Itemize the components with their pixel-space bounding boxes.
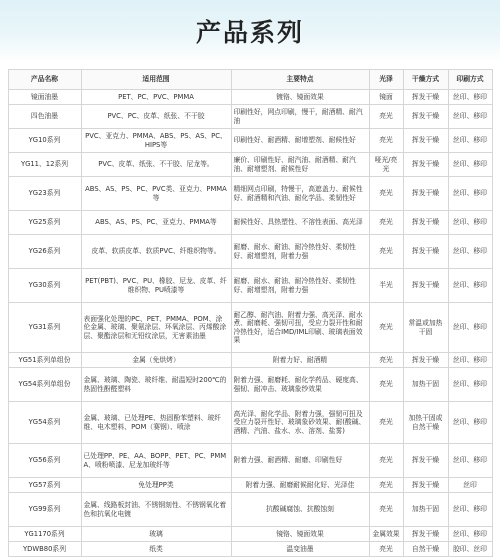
cell-gloss: 亮光	[369, 542, 403, 557]
cell-features: 耐候性好、具热塑性、不溶性表面、高光泽	[231, 211, 369, 235]
cell-drying: 常温或加热干固	[403, 303, 448, 353]
column-header: 适用范围	[81, 70, 231, 90]
cell-product-name: YG26系列	[8, 235, 81, 269]
cell-printing: 丝印、移印	[448, 177, 492, 211]
cell-printing: 丝印、移印	[448, 269, 492, 303]
cell-gloss: 亮光	[369, 129, 403, 153]
cell-printing: 丝印、移印	[448, 444, 492, 478]
cell-application: 金属、玻璃、已处理PE、热固酚苯塑料、玻纤维、电木塑料、POM（赛钢）、喷涂	[81, 402, 231, 444]
cell-application: ABS、AS、PS、PC、PVC类、亚克力、PMMA等	[81, 177, 231, 211]
table-row	[8, 444, 492, 478]
cell-drying: 挥发干燥	[403, 177, 448, 211]
table-row	[8, 478, 492, 493]
cell-application: 皮革、软质皮革、软质PVC、纤维织物等。	[81, 235, 231, 269]
table-row	[8, 493, 492, 527]
cell-application: 金属（免烘烤）	[81, 353, 231, 368]
cell-printing: 丝印、移印	[448, 527, 492, 542]
cell-features: 印刷性好，网点印刷，慢干，耐酒精、耐汽油	[231, 105, 369, 129]
cell-product-name: YG31系列	[8, 303, 81, 353]
cell-gloss: 镜面	[369, 90, 403, 105]
table-header-row	[8, 70, 492, 90]
cell-gloss: 亮光	[369, 177, 403, 211]
cell-product-name: YG10系列	[8, 129, 81, 153]
cell-drying: 挥发干燥	[403, 129, 448, 153]
table-row	[8, 235, 492, 269]
cell-product-name: YG11、12系列	[8, 153, 81, 177]
table-row	[8, 153, 492, 177]
cell-product-name: YG1170系列	[8, 527, 81, 542]
column-header: 干燥方式	[403, 70, 448, 90]
cell-features: 抗酸碱腐蚀、抗酸蚀刻	[231, 493, 369, 527]
cell-drying: 挥发干燥	[403, 90, 448, 105]
page-header	[0, 0, 500, 62]
cell-printing: 丝印、移印	[448, 129, 492, 153]
cell-gloss: 亮光	[369, 235, 403, 269]
cell-application: PET(PBT)、PVC、PU、橡胶、尼龙、皮革、纤维织物、PU喷漆等	[81, 269, 231, 303]
cell-gloss: 亮光	[369, 493, 403, 527]
table-row	[8, 90, 492, 105]
cell-features: 耐磨、耐水、耐油、耐冷热性好、柔韧性好、耐增塑剂，附着力强	[231, 269, 369, 303]
cell-printing: 丝印、移印	[448, 105, 492, 129]
cell-features: 精细网点印刷，特慢干，高遮盖力、耐候性好、耐酒精和汽油、耐化学品、柔韧性好	[231, 177, 369, 211]
cell-printing: 胶印、丝印	[448, 542, 492, 557]
cell-features: 廉价、印刷性好、耐汽油、耐酒精、耐汽油、耐增塑剂、耐候性好	[231, 153, 369, 177]
cell-drying: 挥发干燥	[403, 269, 448, 303]
table-row	[8, 368, 492, 402]
cell-gloss: 亮光	[369, 353, 403, 368]
cell-printing: 丝印、移印	[448, 90, 492, 105]
cell-drying: 自然干燥	[403, 542, 448, 557]
cell-features: 印刷性好、耐酒精、耐增塑剂、耐候性好	[231, 129, 369, 153]
cell-printing: 丝印、移印	[448, 368, 492, 402]
cell-application: PVC、皮革、纸张、不干胶、尼龙等。	[81, 153, 231, 177]
cell-printing: 丝印、移印	[448, 493, 492, 527]
cell-product-name: YG25系列	[8, 211, 81, 235]
cell-product-name: YG23系列	[8, 177, 81, 211]
table-row	[8, 402, 492, 444]
cell-gloss: 亮光	[369, 444, 403, 478]
cell-gloss: 金属效果	[369, 527, 403, 542]
cell-features: 镀铬、镜面效果	[231, 90, 369, 105]
cell-features: 附着力强、耐酒精、耐磨、印刷性好	[231, 444, 369, 478]
cell-gloss: 亮光	[369, 105, 403, 129]
cell-gloss: 哑光/亮光	[369, 153, 403, 177]
cell-printing: 丝印、移印	[448, 235, 492, 269]
cell-features: 镜铬、镜面效果	[231, 527, 369, 542]
cell-printing: 丝印、移印	[448, 303, 492, 353]
cell-application: PVC、亚克力、PMMA、ABS、PS、AS、PC、HIPS等	[81, 129, 231, 153]
cell-features: 温变油墨	[231, 542, 369, 557]
cell-application: 金属、线路板封油、不锈钢刻性、不锈钢氧化着色和抗氧化电镀	[81, 493, 231, 527]
cell-drying: 加热干固或自然干燥	[403, 402, 448, 444]
cell-product-name: YG54系列	[8, 402, 81, 444]
cell-product-name: YG54系列单组份	[8, 368, 81, 402]
table-row	[8, 353, 492, 368]
cell-application: 免处理PP类	[81, 478, 231, 493]
column-header: 印刷方式	[448, 70, 492, 90]
cell-printing: 丝印	[448, 478, 492, 493]
cell-product-name: YDWB80系列	[8, 542, 81, 557]
product-table	[8, 69, 493, 557]
table-row	[8, 527, 492, 542]
column-header: 光泽	[369, 70, 403, 90]
cell-drying: 加热干固	[403, 368, 448, 402]
cell-features: 耐磨、耐水、耐油、耐冷热性好、柔韧性好、耐增塑剂，附着力强	[231, 235, 369, 269]
table-row	[8, 211, 492, 235]
cell-drying: 挥发干燥	[403, 211, 448, 235]
cell-drying: 挥发干燥	[403, 353, 448, 368]
table-row	[8, 105, 492, 129]
table-row	[8, 303, 492, 353]
cell-application: PET、PC、PVC、PMMA	[81, 90, 231, 105]
cell-gloss: 亮光	[369, 402, 403, 444]
cell-application: 金属、玻璃、陶瓷、玻纤维、耐温短时200℃的热固性酚醛塑料	[81, 368, 231, 402]
cell-application: 已处理PP、PE、AA、BOPP、PET、PC、PMMA、喷粉喷漆、尼龙加玻纤等	[81, 444, 231, 478]
table-row	[8, 129, 492, 153]
column-header: 产品名称	[8, 70, 81, 90]
cell-drying: 挥发干燥	[403, 444, 448, 478]
cell-drying: 挥发干燥	[403, 527, 448, 542]
cell-product-name: 四色油墨	[8, 105, 81, 129]
cell-application: 表面强化处理的PC、PET、PMMA、POM、涂伦金属、玻璃、聚氨涂层、环氧涂层、丙烯酸涂层、聚酯涂层和无铅纹涂层，无害素油墨	[81, 303, 231, 353]
cell-product-name: YG99系列	[8, 493, 81, 527]
cell-product-name: YG57系列	[8, 478, 81, 493]
cell-drying: 挥发干燥	[403, 105, 448, 129]
page-title: 产品系列	[195, 18, 304, 47]
cell-gloss: 亮光	[369, 478, 403, 493]
cell-gloss: 亮光	[369, 211, 403, 235]
cell-gloss: 亮光	[369, 368, 403, 402]
cell-drying: 加热干固	[403, 493, 448, 527]
cell-application: PVC、PC、皮革、纸张、不干胶	[81, 105, 231, 129]
cell-product-name: YG56系列	[8, 444, 81, 478]
cell-product-name: YG30系列	[8, 269, 81, 303]
cell-application: ABS、AS、PS、PC、亚克力、PMMA等	[81, 211, 231, 235]
cell-printing: 丝印、移印	[448, 402, 492, 444]
cell-gloss: 亮光	[369, 303, 403, 353]
cell-product-name: 镜面油墨	[8, 90, 81, 105]
cell-gloss: 半光	[369, 269, 403, 303]
table-row	[8, 177, 492, 211]
cell-features: 附着力强、耐磨耗、耐化学药品、硬度高、强韧、耐冲击、玻璃象纱效果	[231, 368, 369, 402]
cell-features: 高光泽、耐化学品、附着力强，强韧可扭及受应力裂开性好、玻璃象砂效果、耐(酸碱、酒精、汽油、盐水、水、溶剂、盐雾)	[231, 402, 369, 444]
cell-product-name: YG51系列单组份	[8, 353, 81, 368]
cell-drying: 挥发干燥	[403, 153, 448, 177]
table-row	[8, 269, 492, 303]
cell-application: 玻璃	[81, 527, 231, 542]
cell-printing: 丝印、移印	[448, 353, 492, 368]
cell-features: 附着力强、耐磨耐候耐化好、光泽佳	[231, 478, 369, 493]
column-header: 主要特点	[231, 70, 369, 90]
cell-drying: 挥发干燥	[403, 478, 448, 493]
table-row	[8, 542, 492, 557]
cell-application: 纸类	[81, 542, 231, 557]
cell-printing: 丝印、移印	[448, 153, 492, 177]
cell-features: 附着力好、耐酒精	[231, 353, 369, 368]
cell-printing: 丝印、移印	[448, 211, 492, 235]
cell-features: 耐乙醇、耐汽油、附着力强、高光泽、耐水煮、耐磨耗、强韧可扭，受应力裂开性和耐冷热性好，适合IMD/IML印刷、玻璃表面效果	[231, 303, 369, 353]
cell-drying: 挥发干燥	[403, 235, 448, 269]
